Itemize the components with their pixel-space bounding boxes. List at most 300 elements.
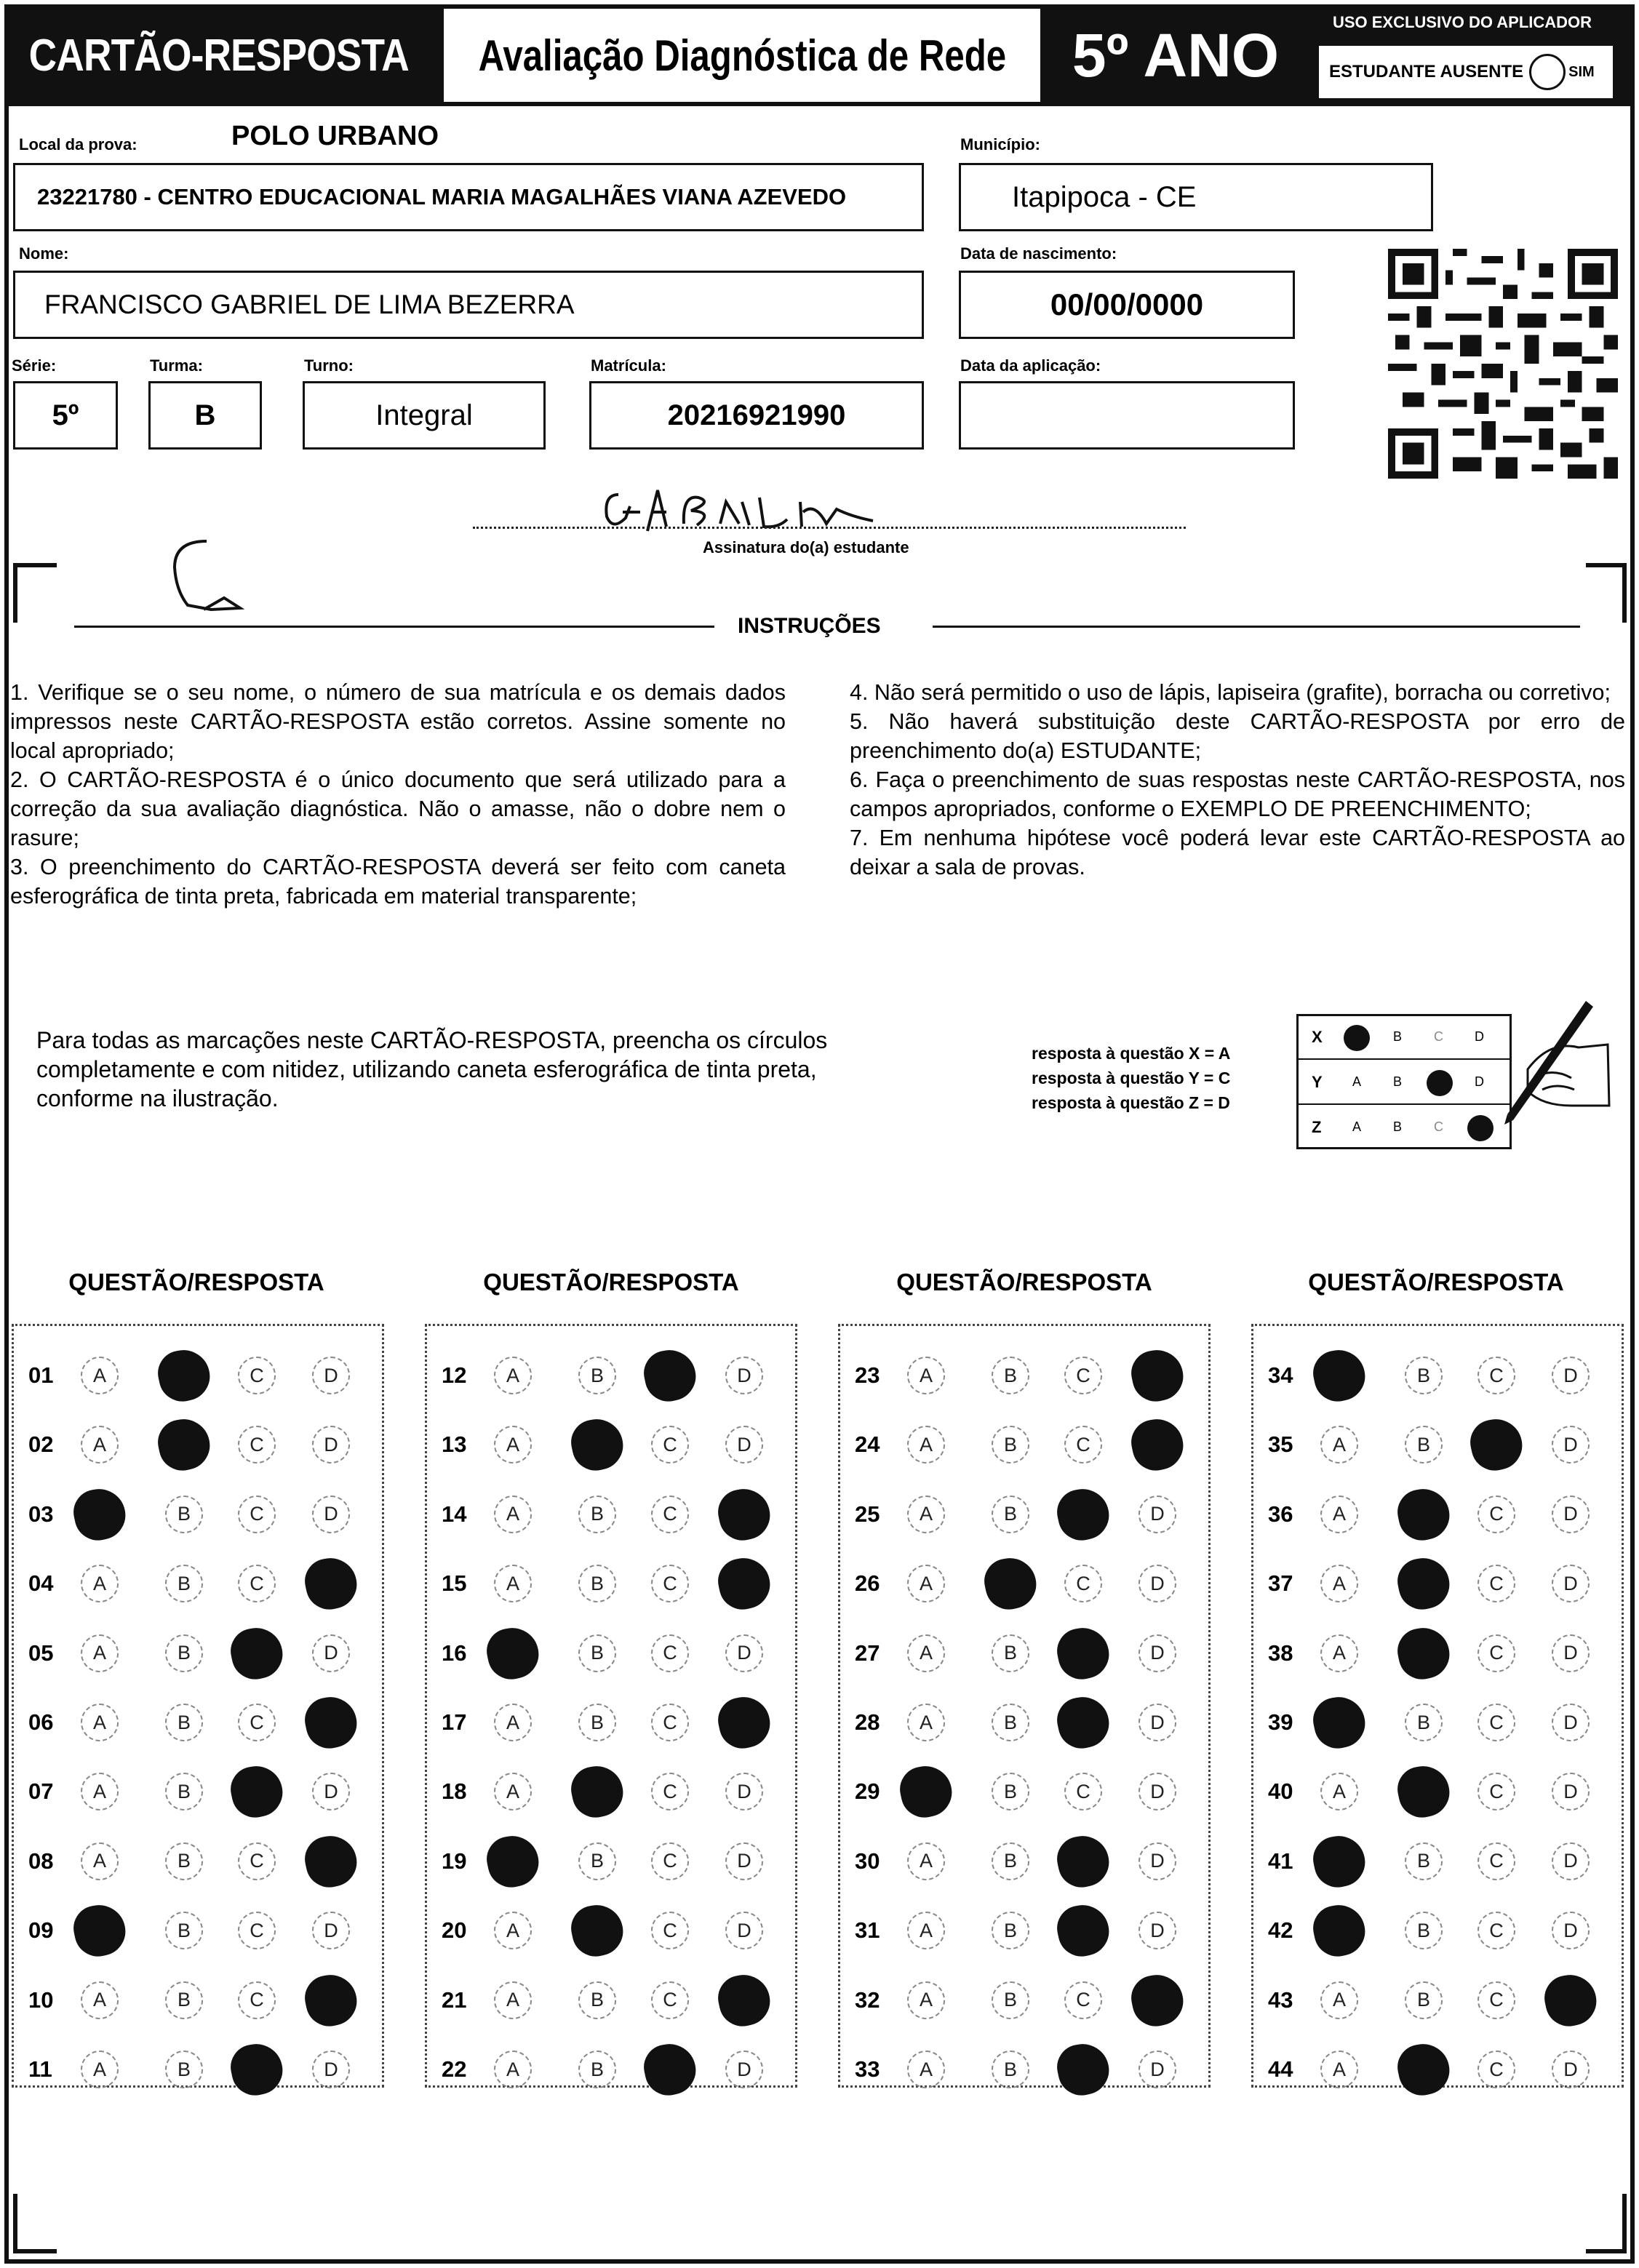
answer-bubble-d[interactable]: D <box>312 1426 350 1464</box>
instruction-2: 2. O CARTÃO-RESPOSTA é o único documento que será utilizado para a correção da sua avaliação diagnóstica. Não o amasse, não o dobre nem o rasure; <box>10 767 786 850</box>
answer-bubble-a[interactable]: A <box>81 1634 119 1672</box>
answer-bubble-d[interactable] <box>300 1831 361 1891</box>
question-row <box>840 1493 1208 1536</box>
question-number: 24 <box>855 1432 880 1458</box>
answer-bubble-b[interactable] <box>980 1554 1040 1614</box>
question-number: 15 <box>442 1570 467 1597</box>
answer-bubble-d[interactable]: D <box>1138 2051 1176 2088</box>
question-number: 02 <box>28 1432 54 1458</box>
answer-bubble-c[interactable]: C <box>651 1565 689 1602</box>
answer-bubble-a[interactable]: A <box>907 1981 945 2019</box>
answer-bubble-b[interactable]: B <box>165 1981 203 2019</box>
question-number: 10 <box>28 1987 54 2013</box>
absent-box[interactable] <box>1317 44 1615 100</box>
answer-bubble-a[interactable]: A <box>907 1496 945 1533</box>
corner-top-left <box>13 563 57 623</box>
turma-field: B <box>148 381 262 450</box>
answer-bubble-a[interactable]: A <box>907 1634 945 1672</box>
col-title-3: QUESTÃO/RESPOSTA <box>896 1269 1152 1295</box>
question-row <box>1253 2048 1622 2091</box>
col-title-1: QUESTÃO/RESPOSTA <box>68 1269 324 1295</box>
answer-bubble-b[interactable]: B <box>165 1704 203 1741</box>
question-row <box>840 1840 1208 1883</box>
question-row <box>427 1978 795 2022</box>
question-number: 36 <box>1268 1501 1293 1527</box>
answer-bubble-c[interactable] <box>639 1345 700 1405</box>
answer-bubble-c[interactable] <box>1053 1831 1113 1891</box>
answer-bubble-b[interactable]: B <box>165 1912 203 1949</box>
question-row <box>14 1354 382 1397</box>
question-number: 23 <box>855 1362 880 1388</box>
question-number: 37 <box>1268 1570 1293 1597</box>
example-opt-x-c: C <box>1434 1029 1443 1044</box>
question-row <box>14 1423 382 1466</box>
answer-bubble-c[interactable]: C <box>238 1357 276 1394</box>
answer-bubble-d[interactable] <box>300 1692 361 1752</box>
question-number: 14 <box>442 1501 467 1527</box>
answer-bubble-d[interactable] <box>1127 1345 1187 1405</box>
answer-bubble-d[interactable]: D <box>312 1773 350 1810</box>
answer-bubble-b[interactable]: B <box>992 1357 1029 1394</box>
question-number: 39 <box>1268 1709 1293 1735</box>
answer-bubble-b[interactable]: B <box>1405 1426 1443 1464</box>
answer-bubble-b[interactable] <box>153 1345 214 1405</box>
answer-bubble-b[interactable]: B <box>1405 1981 1443 2019</box>
example-grid <box>1296 1014 1512 1149</box>
answer-bubble-a[interactable]: A <box>494 1704 532 1741</box>
answer-bubble-b[interactable]: B <box>992 1912 1029 1949</box>
answer-bubble-a[interactable]: A <box>494 1496 532 1533</box>
answer-bubble-a[interactable]: A <box>907 2051 945 2088</box>
answer-bubble-c[interactable]: C <box>1478 1773 1515 1810</box>
answer-bubble-c[interactable]: C <box>1478 1496 1515 1533</box>
answer-bubble-c[interactable]: C <box>238 1842 276 1880</box>
answer-bubble-b[interactable] <box>1393 1554 1453 1614</box>
question-number: 30 <box>855 1848 880 1874</box>
matricula-label: Matrícula: <box>591 356 666 375</box>
corner-bottom-right <box>1586 2194 1627 2253</box>
answer-bubble-d[interactable] <box>1127 1970 1187 2030</box>
answer-bubble-d[interactable] <box>714 1554 774 1614</box>
answer-bubble-c[interactable]: C <box>1478 1704 1515 1741</box>
grade-title: 5º ANO <box>1072 20 1280 89</box>
question-row <box>427 1701 795 1744</box>
answer-bubble-d[interactable]: D <box>1138 1912 1176 1949</box>
answer-bubble-d[interactable]: D <box>725 1773 763 1810</box>
example-line-x: resposta à questão X = A <box>1032 1044 1231 1063</box>
answer-bubble-a[interactable] <box>1309 1345 1369 1405</box>
question-number: 33 <box>855 2056 880 2082</box>
aplicacao-label: Data da aplicação: <box>960 356 1101 375</box>
answer-bubble-a[interactable] <box>1309 1901 1369 1961</box>
answer-bubble-d[interactable] <box>300 1554 361 1614</box>
answer-bubble-d[interactable]: D <box>312 1912 350 1949</box>
answer-bubble-c[interactable] <box>226 2039 287 2099</box>
answer-bubble-d[interactable]: D <box>1552 1634 1590 1672</box>
example-opt-y-a: A <box>1352 1074 1362 1089</box>
example-opt-z-b: B <box>1393 1119 1403 1134</box>
answer-bubble-c[interactable] <box>226 1762 287 1822</box>
question-number: 28 <box>855 1709 880 1735</box>
fill-instruction: Para todas as marcações neste CARTÃO-RESPOSTA, preencha os círculos completamente e com nitidez, utilizando caneta esferográfica de tinta preta, conforme na ilustração. <box>36 1027 828 1111</box>
question-number: 32 <box>855 1987 880 2013</box>
answer-bubble-c[interactable] <box>639 2039 700 2099</box>
question-number: 40 <box>1268 1778 1293 1805</box>
absent-yes: SIM <box>1568 63 1595 80</box>
question-row <box>1253 1493 1622 1536</box>
answer-bubble-d[interactable]: D <box>312 1634 350 1672</box>
question-row <box>427 1632 795 1675</box>
school-field: 23221780 - CENTRO EDUCACIONAL MARIA MAGALHÃES VIANA AZEVEDO <box>13 163 924 231</box>
answer-bubble-a[interactable]: A <box>1320 2051 1358 2088</box>
answer-bubble-a[interactable]: A <box>81 2051 119 2088</box>
question-number: 01 <box>28 1362 54 1388</box>
answer-bubble-a[interactable]: A <box>81 1357 119 1394</box>
answer-bubble-a[interactable]: A <box>907 1912 945 1949</box>
answer-bubble-a[interactable] <box>482 1623 543 1683</box>
answer-bubble-b[interactable]: B <box>1405 1842 1443 1880</box>
question-row <box>427 2048 795 2091</box>
answer-bubble-a[interactable]: A <box>907 1565 945 1602</box>
answer-bubble-b[interactable]: B <box>992 2051 1029 2088</box>
answer-bubble-c[interactable]: C <box>1478 2051 1515 2088</box>
qr-code <box>1388 247 1618 480</box>
answer-bubble-a[interactable]: A <box>81 1704 119 1741</box>
question-number: 03 <box>28 1501 54 1527</box>
answer-bubble-c[interactable]: C <box>1064 1565 1102 1602</box>
answer-bubble-d[interactable]: D <box>725 2051 763 2088</box>
answer-bubble-b[interactable]: B <box>165 1496 203 1533</box>
question-number: 21 <box>442 1987 467 2013</box>
answer-bubble-d[interactable]: D <box>1552 1842 1590 1880</box>
answer-bubble-a[interactable]: A <box>1320 1565 1358 1602</box>
example-opt-x-d: D <box>1475 1029 1484 1044</box>
answer-bubble-c[interactable]: C <box>1478 1357 1515 1394</box>
answer-bubble-b[interactable] <box>567 1762 627 1822</box>
answer-bubble-b[interactable]: B <box>165 2051 203 2088</box>
answer-bubble-d[interactable]: D <box>1138 1704 1176 1741</box>
answer-bubble-a[interactable]: A <box>494 1773 532 1810</box>
example-bubble-x-a <box>1344 1025 1370 1051</box>
answer-bubble-d[interactable]: D <box>1138 1842 1176 1880</box>
answer-bubble-a[interactable]: A <box>81 1773 119 1810</box>
answer-bubble-c[interactable]: C <box>1064 1981 1102 2019</box>
answer-bubble-a[interactable]: A <box>81 1842 119 1880</box>
answer-bubble-a[interactable] <box>1309 1831 1369 1891</box>
answer-bubble-b[interactable]: B <box>992 1981 1029 2019</box>
question-row <box>427 1840 795 1883</box>
answer-bubble-b[interactable]: B <box>578 1496 616 1533</box>
answer-bubble-b[interactable]: B <box>992 1426 1029 1464</box>
matricula-field: 20216921990 <box>589 381 924 450</box>
question-row <box>427 1423 795 1466</box>
answer-bubble-a[interactable]: A <box>494 1426 532 1464</box>
instruction-7: 7. Em nenhuma hipótese você poderá levar este CARTÃO-RESPOSTA ao deixar a sala de provas. <box>850 826 1625 879</box>
question-row <box>14 1493 382 1536</box>
answer-bubble-b[interactable]: B <box>578 1981 616 2019</box>
pen-hand-illustration <box>1484 997 1615 1135</box>
question-number: 38 <box>1268 1640 1293 1666</box>
answer-bubble-d[interactable]: D <box>1552 1496 1590 1533</box>
question-number: 13 <box>442 1432 467 1458</box>
corner-top-right <box>1586 563 1627 623</box>
answer-bubble-c[interactable]: C <box>651 1842 689 1880</box>
nascimento-label: Data de nascimento: <box>960 244 1117 263</box>
instructions-left <box>10 678 786 911</box>
answer-bubble-d[interactable]: D <box>1552 1704 1590 1741</box>
answer-column-2 <box>425 1324 797 2088</box>
answer-bubble-b[interactable] <box>1393 2039 1453 2099</box>
question-row <box>1253 1770 1622 1813</box>
instruction-5: 5. Não haverá substituição deste CARTÃO-RESPOSTA por erro de preenchimento do(a) ESTUDANTE; <box>850 709 1625 763</box>
answer-bubble-a[interactable]: A <box>1320 1981 1358 2019</box>
question-number: 22 <box>442 2056 467 2082</box>
answer-bubble-d[interactable]: D <box>725 1634 763 1672</box>
answer-bubble-d[interactable]: D <box>725 1426 763 1464</box>
answer-bubble-d[interactable] <box>1127 1415 1187 1475</box>
question-number: 11 <box>28 2056 52 2082</box>
answer-bubble-c[interactable]: C <box>238 1704 276 1741</box>
answer-bubble-d[interactable]: D <box>1138 1634 1176 1672</box>
answer-bubble-c[interactable]: C <box>1478 1981 1515 2019</box>
question-row <box>14 1632 382 1675</box>
example-q-z: Z <box>1312 1118 1322 1136</box>
answer-bubble-b[interactable]: B <box>992 1704 1029 1741</box>
answer-bubble-a[interactable]: A <box>1320 1496 1358 1533</box>
answer-bubble-d[interactable]: D <box>1138 1496 1176 1533</box>
answer-bubble-a[interactable]: A <box>907 1426 945 1464</box>
example-row-z <box>1299 1106 1510 1150</box>
answer-bubble-b[interactable] <box>567 1901 627 1961</box>
answer-bubble-a[interactable] <box>482 1831 543 1891</box>
answer-bubble-d[interactable]: D <box>1552 1565 1590 1602</box>
answer-bubble-d[interactable]: D <box>1552 1426 1590 1464</box>
answer-bubble-b[interactable]: B <box>992 1773 1029 1810</box>
answer-bubble-d[interactable]: D <box>1138 1773 1176 1810</box>
question-number: 42 <box>1268 1917 1293 1944</box>
answer-bubble-b[interactable]: B <box>165 1634 203 1672</box>
answer-bubble-b[interactable]: B <box>992 1842 1029 1880</box>
answer-bubble-b[interactable]: B <box>578 1634 616 1672</box>
answer-bubble-c[interactable]: C <box>238 1496 276 1533</box>
answer-bubble-c[interactable] <box>1053 1623 1113 1683</box>
question-row <box>427 1909 795 1952</box>
question-row <box>427 1354 795 1397</box>
answer-bubble-b[interactable] <box>1393 1484 1453 1544</box>
answer-bubble-d[interactable] <box>300 1970 361 2030</box>
answer-bubble-d[interactable]: D <box>1552 1773 1590 1810</box>
answer-bubble-c[interactable] <box>1053 1901 1113 1961</box>
question-number: 16 <box>442 1640 467 1666</box>
answer-bubble-c[interactable]: C <box>651 1981 689 2019</box>
answer-bubble-d[interactable] <box>714 1970 774 2030</box>
answer-bubble-c[interactable]: C <box>1478 1565 1515 1602</box>
answer-bubble-c[interactable]: C <box>651 1426 689 1464</box>
answer-bubble-c[interactable]: C <box>238 1565 276 1602</box>
answer-bubble-c[interactable]: C <box>238 1912 276 1949</box>
instruction-1: 1. Verifique se o seu nome, o número de sua matrícula e os demais dados impressos neste CARTÃO-RESPOSTA estão corretos. Assine somente no local apropriado; <box>10 680 786 763</box>
answer-bubble-c[interactable]: C <box>238 1426 276 1464</box>
answer-bubble-d[interactable] <box>714 1692 774 1752</box>
corner-bottom-left <box>13 2194 57 2253</box>
instruction-3: 3. O preenchimento do CARTÃO-RESPOSTA deverá ser feito com caneta esferográfica de tinta preta, fabricada em material transparente; <box>10 855 786 909</box>
answer-bubble-b[interactable]: B <box>578 2051 616 2088</box>
answer-bubble-a[interactable]: A <box>907 1704 945 1741</box>
question-number: 05 <box>28 1640 54 1666</box>
question-row <box>840 1354 1208 1397</box>
example-line-z: resposta à questão Z = D <box>1032 1093 1230 1112</box>
question-number: 12 <box>442 1362 467 1388</box>
applicator-only-label: USO EXCLUSIVO DO APLICADOR <box>1332 13 1592 31</box>
question-row <box>14 1909 382 1952</box>
answer-bubble-b[interactable]: B <box>1405 1704 1443 1741</box>
answer-bubble-a[interactable] <box>69 1901 129 1961</box>
answer-bubble-b[interactable]: B <box>992 1496 1029 1533</box>
answer-bubble-a[interactable]: A <box>494 1565 532 1602</box>
answer-bubble-d[interactable]: D <box>312 1357 350 1394</box>
nascimento-field: 00/00/0000 <box>959 271 1295 339</box>
question-row <box>14 1840 382 1883</box>
example-opt-x-b: B <box>1393 1029 1403 1044</box>
answer-bubble-a[interactable]: A <box>1320 1773 1358 1810</box>
question-number: 34 <box>1268 1362 1293 1388</box>
example-opt-z-a: A <box>1352 1119 1362 1134</box>
instruction-4: 4. Não será permitido o uso de lápis, lapiseira (grafite), borracha ou corretivo; <box>850 680 1611 705</box>
answer-bubble-a[interactable] <box>896 1762 956 1822</box>
serie-field: 5º <box>13 381 118 450</box>
answer-bubble-a[interactable]: A <box>1320 1634 1358 1672</box>
answer-bubble-c[interactable]: C <box>651 1634 689 1672</box>
answer-bubble-c[interactable]: C <box>1478 1634 1515 1672</box>
question-row <box>840 2048 1208 2091</box>
answer-bubble-a[interactable] <box>1309 1692 1369 1752</box>
question-row <box>840 1978 1208 2022</box>
question-number: 35 <box>1268 1432 1293 1458</box>
answer-bubble-d[interactable]: D <box>1552 2051 1590 2088</box>
answer-bubble-d[interactable] <box>1540 1970 1600 2030</box>
answer-bubble-c[interactable]: C <box>651 1496 689 1533</box>
answer-bubble-b[interactable]: B <box>578 1842 616 1880</box>
answer-bubble-a[interactable]: A <box>81 1565 119 1602</box>
answer-column-3 <box>838 1324 1211 2088</box>
answer-bubble-a[interactable]: A <box>494 1357 532 1394</box>
answer-bubble-a[interactable]: A <box>494 1912 532 1949</box>
question-row <box>1253 1701 1622 1744</box>
answer-bubble-a[interactable]: A <box>907 1357 945 1394</box>
absent-bubble[interactable] <box>1529 54 1566 90</box>
question-row <box>427 1493 795 1536</box>
answer-bubble-d[interactable]: D <box>312 2051 350 2088</box>
question-number: 27 <box>855 1640 880 1666</box>
answer-bubble-c[interactable] <box>1466 1415 1526 1475</box>
answer-bubble-d[interactable] <box>714 1484 774 1544</box>
answer-bubble-b[interactable] <box>567 1415 627 1475</box>
answer-bubble-b[interactable] <box>1393 1762 1453 1822</box>
answer-bubble-b[interactable]: B <box>1405 1357 1443 1394</box>
answer-bubble-c[interactable] <box>1053 1692 1113 1752</box>
handwritten-mark <box>160 538 255 626</box>
answer-bubble-a[interactable]: A <box>907 1842 945 1880</box>
question-number: 09 <box>28 1917 54 1944</box>
answer-bubble-c[interactable]: C <box>1064 1773 1102 1810</box>
answer-bubble-d[interactable]: D <box>725 1842 763 1880</box>
answer-column-1 <box>12 1324 384 2088</box>
answer-bubble-c[interactable] <box>226 1623 287 1683</box>
question-row <box>840 1909 1208 1952</box>
answer-bubble-b[interactable]: B <box>1405 1912 1443 1949</box>
instruction-6: 6. Faça o preenchimento de suas respostas neste CARTÃO-RESPOSTA, nos campos apropriados, conforme o EXEMPLO DE PREENCHIMENTO; <box>850 767 1625 821</box>
answer-bubble-c[interactable]: C <box>651 1912 689 1949</box>
serie-label: Série: <box>12 356 57 375</box>
answer-bubble-b[interactable] <box>153 1415 214 1475</box>
answer-bubble-a[interactable]: A <box>494 1981 532 2019</box>
answer-bubble-c[interactable] <box>1053 2039 1113 2099</box>
turno-field: Integral <box>303 381 546 450</box>
question-number: 08 <box>28 1848 54 1874</box>
answer-bubble-a[interactable]: A <box>81 1981 119 2019</box>
question-row <box>14 1978 382 2022</box>
answer-bubble-a[interactable]: A <box>494 2051 532 2088</box>
answer-bubble-c[interactable]: C <box>1064 1357 1102 1394</box>
aplicacao-field <box>959 381 1295 450</box>
answer-bubble-d[interactable]: D <box>725 1357 763 1394</box>
answer-bubble-d[interactable]: D <box>312 1496 350 1533</box>
exam-title: Avaliação Diagnóstica de Rede <box>439 4 1045 106</box>
answer-bubble-b[interactable] <box>1393 1623 1453 1683</box>
question-row <box>14 2048 382 2091</box>
answer-bubble-b[interactable]: B <box>578 1565 616 1602</box>
card-title: CARTÃO-RESPOSTA <box>28 30 409 81</box>
answer-bubble-a[interactable] <box>69 1484 129 1544</box>
answer-bubble-c[interactable]: C <box>651 1773 689 1810</box>
answer-bubble-c[interactable] <box>1053 1484 1113 1544</box>
answer-bubble-a[interactable]: A <box>81 1426 119 1464</box>
answer-bubble-b[interactable]: B <box>578 1357 616 1394</box>
answer-bubble-d[interactable]: D <box>1552 1357 1590 1394</box>
answer-bubble-b[interactable]: B <box>165 1842 203 1880</box>
signature-scribble <box>597 480 888 538</box>
answer-bubble-d[interactable]: D <box>1552 1912 1590 1949</box>
example-bubble-y-c <box>1427 1070 1453 1096</box>
answer-bubble-b[interactable]: B <box>992 1634 1029 1672</box>
question-number: 18 <box>442 1778 467 1805</box>
answer-bubble-c[interactable]: C <box>1064 1426 1102 1464</box>
answer-bubble-c[interactable]: C <box>651 1704 689 1741</box>
question-number: 44 <box>1268 2056 1293 2082</box>
question-number: 29 <box>855 1778 880 1805</box>
question-row <box>1253 1562 1622 1605</box>
answer-bubble-d[interactable]: D <box>1138 1565 1176 1602</box>
answer-column-4 <box>1251 1324 1624 2088</box>
answer-bubble-c[interactable]: C <box>1478 1842 1515 1880</box>
question-row <box>427 1562 795 1605</box>
instructions-rule-right <box>933 626 1580 628</box>
question-number: 17 <box>442 1709 467 1735</box>
example-q-y: Y <box>1312 1073 1323 1091</box>
answer-bubble-c[interactable]: C <box>1478 1912 1515 1949</box>
answer-bubble-b[interactable]: B <box>165 1773 203 1810</box>
col-title-4: QUESTÃO/RESPOSTA <box>1308 1269 1564 1295</box>
answer-bubble-d[interactable]: D <box>725 1912 763 1949</box>
municipio-field: Itapipoca - CE <box>959 163 1433 231</box>
answer-bubble-b[interactable]: B <box>578 1704 616 1741</box>
question-row <box>1253 1978 1622 2022</box>
answer-bubble-a[interactable]: A <box>1320 1426 1358 1464</box>
absent-label: ESTUDANTE AUSENTE <box>1329 62 1524 81</box>
answer-bubble-c[interactable]: C <box>238 1981 276 2019</box>
question-row <box>1253 1423 1622 1466</box>
answer-bubble-b[interactable]: B <box>165 1565 203 1602</box>
